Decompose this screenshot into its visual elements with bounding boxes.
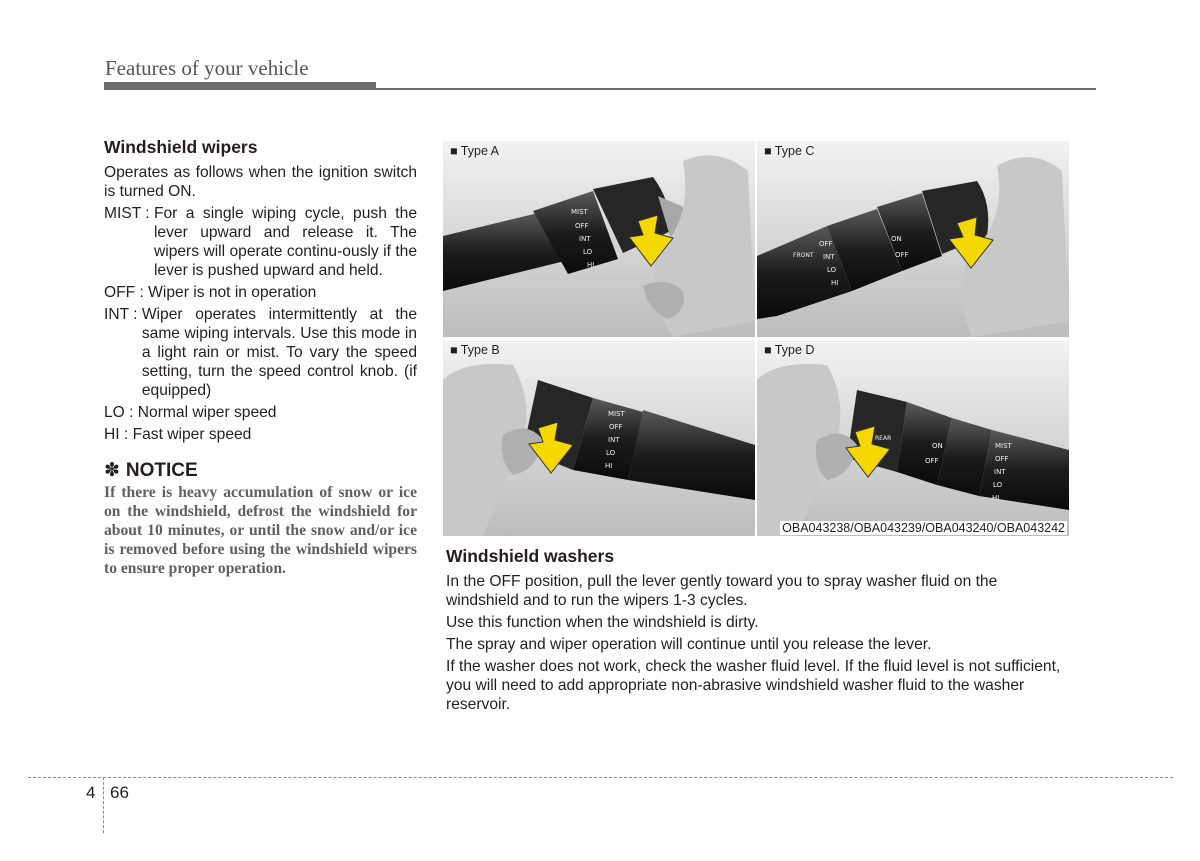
figure-code: OBA043238/OBA043239/OBA043240/OBA043242 xyxy=(782,521,1065,535)
lever-illustration-b xyxy=(443,340,755,536)
header-title: Features of your vehicle xyxy=(105,56,309,80)
def-int xyxy=(104,305,417,400)
panel-type-c xyxy=(757,141,1069,337)
svg-text:INT: INT xyxy=(994,468,1006,476)
svg-text:INT: INT xyxy=(579,235,591,243)
def-mist xyxy=(104,204,417,280)
header-rule-thick xyxy=(104,82,376,90)
svg-text:INT: INT xyxy=(608,436,620,444)
header-rule-thin xyxy=(376,88,1096,90)
washers-paragraph: In the OFF position, pull the lever gently toward you to spray washer fluid on the windshield and to run the wipers 1-3 cycles. xyxy=(446,573,998,609)
panel-label: ■ Type B xyxy=(450,343,500,357)
notice-title-text: NOTICE xyxy=(125,460,198,481)
footer-divider xyxy=(103,777,104,833)
notice-body: If there is heavy accumulation of snow or ice on the windshield, defrost the windshield for about 10 minutes, or until the snow and/or ice is removed before using the windshield wipers to ensure proper operation. xyxy=(104,484,417,577)
panel-label: ■ Type D xyxy=(764,343,815,357)
svg-text:ON: ON xyxy=(932,442,943,450)
page-number: 66 xyxy=(110,783,129,802)
svg-text:OFF: OFF xyxy=(925,457,939,465)
panel-type-a xyxy=(443,141,755,337)
svg-text:OFF: OFF xyxy=(895,251,909,259)
def-desc: For a single wiping cycle, push the lever upward and release it. The wipers will operate continu-ously if the lever is pushed upward and held. xyxy=(153,205,417,279)
def-term: MIST : xyxy=(104,205,154,222)
svg-text:FRONT: FRONT xyxy=(793,252,814,259)
wipers-intro: Operates as follows when the ignition switch is turned ON. xyxy=(104,164,417,200)
def-desc: Wiper operates intermittently at the same wiping intervals. Use this mode in a light rain or mist. To vary the speed setting, turn the speed control knob. (if equipped) xyxy=(141,306,417,399)
footer-rule xyxy=(28,777,1173,778)
panel-label: ■ Type A xyxy=(450,144,500,158)
svg-text:HI: HI xyxy=(605,462,613,470)
svg-text:LO: LO xyxy=(993,481,1003,489)
def-lo: LO : Normal wiper speed xyxy=(104,404,277,421)
lever-illustration-c xyxy=(757,141,1069,337)
wipers-heading: Windshield wipers xyxy=(104,137,258,157)
chapter-number: 4 xyxy=(86,783,96,802)
svg-text:INT: INT xyxy=(823,253,835,261)
lever-illustration-d xyxy=(757,340,1069,536)
panel-type-b xyxy=(443,340,755,536)
def-off: OFF : Wiper is not in operation xyxy=(104,284,317,301)
svg-text:OFF: OFF xyxy=(609,423,623,431)
washers-heading: Windshield washers xyxy=(446,546,615,566)
washers-paragraph: If the washer does not work, check the washer fluid level. If the fluid level is not sufficient, you will need to add appropriate non-abrasive windshield washer fluid to the washer reservoir. xyxy=(446,658,1061,713)
washers-paragraph: Use this function when the windshield is dirty. xyxy=(446,614,759,631)
svg-text:OFF: OFF xyxy=(819,240,833,248)
svg-text:HI: HI xyxy=(831,279,839,287)
svg-text:ON: ON xyxy=(891,235,902,243)
svg-text:LO: LO xyxy=(583,248,593,256)
panel-type-d xyxy=(757,340,1069,536)
svg-text:HI: HI xyxy=(992,494,1000,502)
svg-text:OFF: OFF xyxy=(575,222,589,230)
svg-text:HI: HI xyxy=(587,261,595,269)
svg-text:MIST: MIST xyxy=(995,442,1012,450)
svg-text:REAR: REAR xyxy=(875,435,892,442)
panel-label: ■ Type C xyxy=(764,144,815,158)
notice-star-icon: ✽ xyxy=(104,460,120,481)
notice-title xyxy=(104,461,417,480)
svg-text:LO: LO xyxy=(827,266,837,274)
svg-text:OFF: OFF xyxy=(995,455,1009,463)
svg-text:LO: LO xyxy=(606,449,616,457)
washers-section xyxy=(446,547,1066,717)
svg-text:MIST: MIST xyxy=(571,208,588,216)
wipers-section xyxy=(104,138,417,578)
wiper-lever-figure xyxy=(443,141,1070,537)
def-term: INT : xyxy=(104,306,142,323)
washers-paragraph: The spray and wiper operation will continue until you release the lever. xyxy=(446,636,932,653)
svg-text:MIST: MIST xyxy=(608,410,625,418)
lever-illustration-a xyxy=(443,141,755,337)
def-hi: HI : Fast wiper speed xyxy=(104,426,252,443)
